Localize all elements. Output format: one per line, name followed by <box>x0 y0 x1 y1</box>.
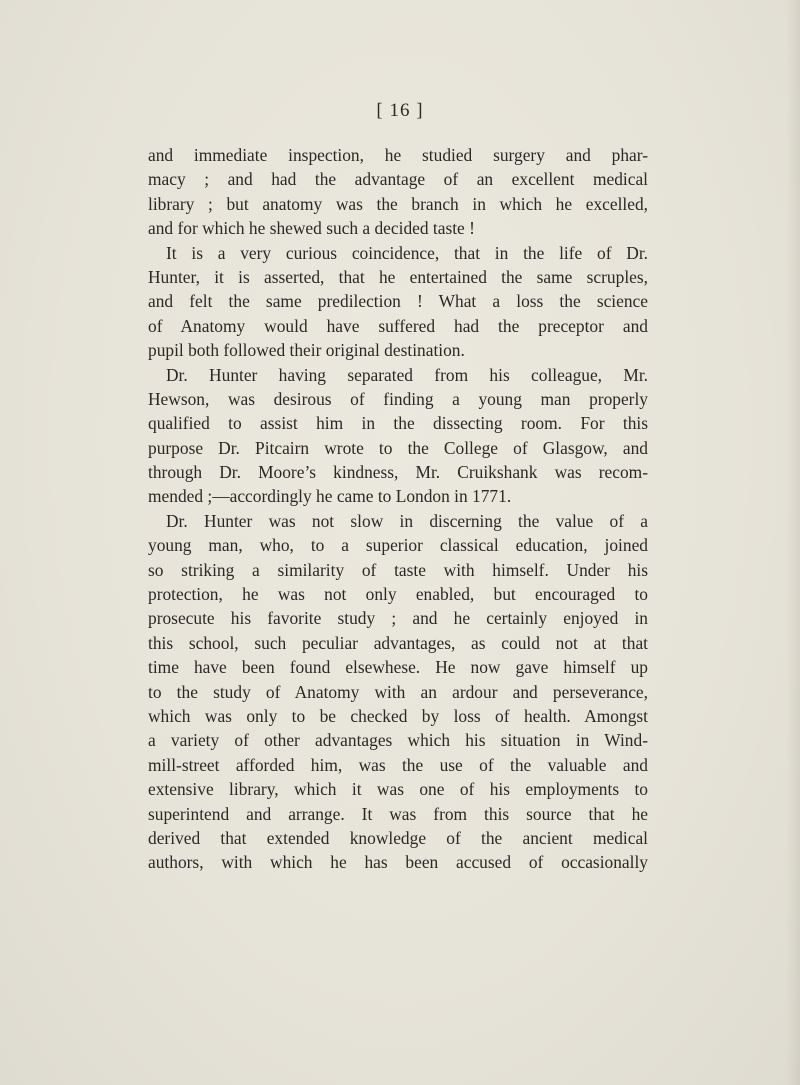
text-line: Hewson, was desirous of finding a young man properly <box>148 388 648 409</box>
text-line: extensive library, which it was one of his employments to <box>148 779 648 800</box>
text-line: mill-street afforded him, was the use of the valuable and <box>148 754 648 775</box>
text-line: qualified to assist him in the dissecting room. For this <box>148 413 648 434</box>
text-line: Dr. Hunter was not slow in discerning the value of a <box>166 510 648 531</box>
text-line: and immediate inspection, he studied surgery and phar- <box>148 145 648 165</box>
text-line: a variety of other advantages which his situation in Wind- <box>148 730 648 751</box>
text-line: prosecute his favorite study ; and he certainly enjoyed in <box>148 608 648 629</box>
text-line: mended ;—accordingly he came to London in 1771. <box>148 486 512 507</box>
text-line: authors, with which he has been accused of occasionally <box>148 852 648 873</box>
text-line: and for which he shewed such a decided taste ! <box>148 218 475 239</box>
body-text <box>148 143 648 875</box>
text-line: time have been found elsewhese. He now gave himself up <box>148 657 648 678</box>
page-number: [ 16 ] <box>376 100 424 121</box>
page-edge-shadow <box>786 0 800 1085</box>
text-line: superintend and arrange. It was from this source that he <box>148 803 648 824</box>
text-line: through Dr. Moore’s kindness, Mr. Cruikshank was recom- <box>148 462 648 483</box>
text-line: which was only to be checked by loss of health. Amongst <box>148 705 648 726</box>
text-line: Hunter, it is asserted, that he entertained the same scruples, <box>148 266 648 287</box>
text-line: young man, who, to a superior classical education, joined <box>148 535 648 556</box>
text-line: derived that extended knowledge of the ancient medical <box>148 827 648 848</box>
text-line: purpose Dr. Pitcairn wrote to the College of Glasgow, and <box>148 437 648 458</box>
text-line: this school, such peculiar advantages, as could not at that <box>148 632 648 653</box>
text-line: library ; but anatomy was the branch in which he excelled, <box>148 193 648 214</box>
text-line: It is a very curious coincidence, that in the life of Dr. <box>166 242 648 263</box>
text-line: protection, he was not only enabled, but encouraged to <box>148 584 648 605</box>
text-line: and felt the same predilection ! What a loss the science <box>148 291 648 312</box>
text-line: to the study of Anatomy with an ardour and perseverance, <box>148 681 648 702</box>
text-line: of Anatomy would have suffered had the preceptor and <box>148 315 648 336</box>
text-line: macy ; and had the advantage of an excellent medical <box>148 169 648 190</box>
text-line: so striking a similarity of taste with himself. Under his <box>148 559 648 580</box>
text-line: pupil both followed their original destination. <box>148 340 465 361</box>
text-line: Dr. Hunter having separated from his colleague, Mr. <box>166 364 648 385</box>
